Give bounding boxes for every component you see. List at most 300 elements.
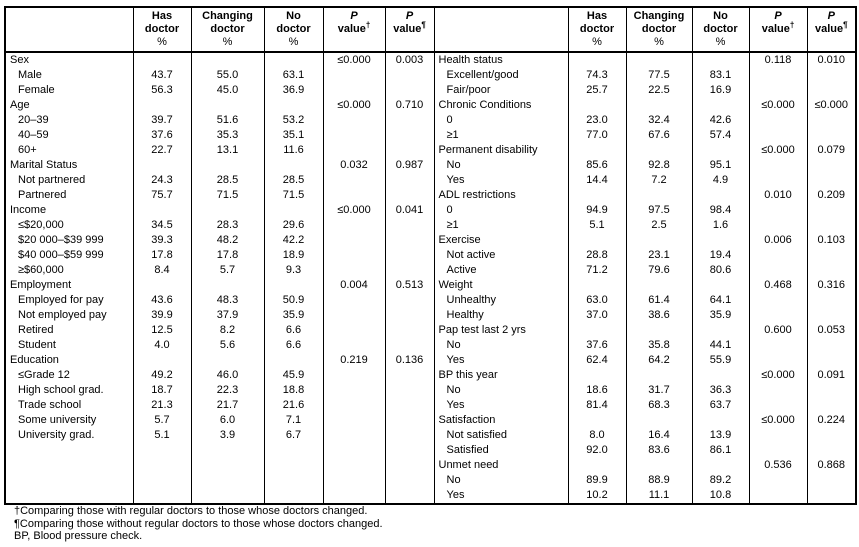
right-p-value-dagger-cell	[749, 128, 807, 143]
right-p-value-pilcrow-cell	[807, 353, 856, 368]
left-p-value-dagger-cell	[323, 338, 385, 353]
table-row	[5, 128, 856, 143]
left-has-doctor-cell: 4.0	[133, 338, 191, 353]
right-changing-doctor-cell: 7.2	[626, 173, 692, 188]
right-changing-doctor-cell: 77.5	[626, 68, 692, 83]
left-has-doctor-cell: 43.7	[133, 68, 191, 83]
right-p-value-dagger-cell	[749, 308, 807, 323]
left-changing-doctor-cell: 51.6	[191, 113, 264, 128]
left-row-label: ≥$60,000	[18, 264, 64, 276]
right-p-value-pilcrow-cell	[807, 158, 856, 173]
footnote-bp-abbreviation: BP, Blood pressure check.	[14, 530, 143, 542]
left-p-value-dagger-cell	[323, 68, 385, 83]
header-line: doctor	[276, 23, 311, 35]
left-p-value-dagger-cell: ≤0.000	[323, 52, 385, 68]
table-row	[5, 278, 856, 293]
left-changing-doctor-cell	[191, 158, 264, 173]
right-p-value-pilcrow-cell: ≤0.000	[807, 98, 856, 113]
right-row-label: Active	[434, 263, 568, 278]
right-p-value-dagger-cell: 0.010	[749, 188, 807, 203]
header-line: Has	[151, 10, 173, 22]
table-row	[5, 233, 856, 248]
left-has-doctor-cell: 49.2	[133, 368, 191, 383]
left-p-value-pilcrow-cell	[385, 443, 434, 458]
header-line: P	[774, 10, 782, 22]
left-row-label: ≤$20,000	[18, 219, 64, 231]
right-changing-doctor-cell	[626, 278, 692, 293]
right-row-label: No	[434, 383, 568, 398]
left-changing-doctor-cell	[191, 278, 264, 293]
left-has-doctor-cell: 22.7	[133, 143, 191, 158]
left-changing-doctor-cell: 35.3	[191, 128, 264, 143]
table-row	[5, 398, 856, 413]
left-row-label: Some university	[18, 414, 97, 426]
right-changing-doctor-cell	[626, 368, 692, 383]
right-no-doctor-cell: 44.1	[692, 338, 749, 353]
right-has-doctor-cell: 8.0	[568, 428, 626, 443]
table-row	[5, 488, 856, 504]
right-changing-doctor-cell: 32.4	[626, 113, 692, 128]
left-no-doctor-cell: 9.3	[264, 263, 323, 278]
right-row-label: Fair/poor	[434, 83, 568, 98]
right-p-value-pilcrow-cell	[807, 443, 856, 458]
right-p-value-dagger-cell	[749, 383, 807, 398]
left-row-label	[5, 488, 133, 504]
header-row	[5, 7, 856, 52]
left-has-doctor-cell: 21.3	[133, 398, 191, 413]
right-changing-doctor-cell	[626, 233, 692, 248]
header-line: P	[827, 10, 835, 22]
header-line: doctor	[579, 23, 615, 35]
left-changing-doctor-cell	[191, 98, 264, 113]
left-p-value-dagger-cell	[323, 368, 385, 383]
left-no-doctor-cell: 63.1	[264, 68, 323, 83]
right-no-doctor-cell: 80.6	[692, 263, 749, 278]
left-p-value-pilcrow-cell: 0.041	[385, 203, 434, 218]
left-changing-doctor-cell	[191, 52, 264, 68]
right-has-doctor-cell: 28.8	[568, 248, 626, 263]
percent-unit-label: %	[157, 36, 167, 48]
right-p-value-pilcrow-cell	[807, 68, 856, 83]
right-changing-doctor-cell	[626, 458, 692, 473]
left-changing-doctor-cell	[191, 488, 264, 504]
table-row	[5, 143, 856, 158]
header-line: Has	[586, 10, 608, 22]
table-row	[5, 353, 856, 368]
table-row	[5, 188, 856, 203]
left-row-label: Not employed pay	[18, 309, 107, 321]
right-changing-doctor-cell: 35.8	[626, 338, 692, 353]
left-col-header-has-doctor	[133, 7, 191, 52]
right-row-label: ADL restrictions	[434, 188, 568, 203]
right-p-value-pilcrow-cell	[807, 398, 856, 413]
right-col-header-p-value-dagger	[749, 7, 807, 52]
right-p-value-pilcrow-cell	[807, 293, 856, 308]
table-row	[5, 413, 856, 428]
right-p-value-dagger-cell: 0.536	[749, 458, 807, 473]
right-no-doctor-cell: 64.1	[692, 293, 749, 308]
left-has-doctor-cell: 5.7	[133, 413, 191, 428]
right-changing-doctor-cell: 38.6	[626, 308, 692, 323]
right-p-value-pilcrow-cell	[807, 338, 856, 353]
left-no-doctor-cell: 71.5	[264, 188, 323, 203]
right-has-doctor-cell	[568, 413, 626, 428]
right-no-doctor-cell: 57.4	[692, 128, 749, 143]
right-p-value-dagger-cell	[749, 113, 807, 128]
table-row	[5, 113, 856, 128]
left-p-value-dagger-cell	[323, 488, 385, 504]
left-p-value-pilcrow-cell	[385, 68, 434, 83]
left-col-header-changing-doctor	[191, 7, 264, 52]
right-p-value-dagger-cell: ≤0.000	[749, 98, 807, 113]
right-col-header-changing-doctor	[626, 7, 692, 52]
left-no-doctor-cell	[264, 203, 323, 218]
percent-unit-label: %	[715, 36, 726, 48]
left-row-label: 60+	[18, 144, 37, 156]
footnotes	[14, 505, 383, 543]
left-changing-doctor-cell: 6.0	[191, 413, 264, 428]
left-changing-doctor-cell: 22.3	[191, 383, 264, 398]
left-has-doctor-cell: 37.6	[133, 128, 191, 143]
left-p-value-pilcrow-cell	[385, 293, 434, 308]
left-row-label	[5, 458, 133, 473]
left-no-doctor-cell: 53.2	[264, 113, 323, 128]
right-no-doctor-cell	[692, 98, 749, 113]
left-p-value-pilcrow-cell: 0.513	[385, 278, 434, 293]
left-no-doctor-cell: 45.9	[264, 368, 323, 383]
left-changing-doctor-cell: 48.3	[191, 293, 264, 308]
right-col-header-p-value-pilcrow	[807, 7, 856, 52]
table-row	[5, 338, 856, 353]
table-row	[5, 308, 856, 323]
statistics-table	[4, 6, 857, 505]
right-p-value-pilcrow-cell	[807, 83, 856, 98]
right-p-value-dagger-cell	[749, 473, 807, 488]
right-p-value-pilcrow-cell	[807, 428, 856, 443]
right-p-value-dagger-cell	[749, 293, 807, 308]
right-row-label: Healthy	[434, 308, 568, 323]
left-p-value-dagger-cell: 0.219	[323, 353, 385, 368]
left-has-doctor-cell: 39.9	[133, 308, 191, 323]
right-p-value-pilcrow-cell: 0.010	[807, 52, 856, 68]
right-no-doctor-cell	[692, 233, 749, 248]
left-row-label: Partnered	[18, 189, 67, 201]
pilcrow-superscript: ¶	[843, 20, 848, 30]
left-row-label: Income	[10, 204, 47, 216]
left-no-doctor-cell: 35.9	[264, 308, 323, 323]
left-no-doctor-cell	[264, 458, 323, 473]
left-p-value-pilcrow-cell	[385, 248, 434, 263]
left-changing-doctor-cell: 55.0	[191, 68, 264, 83]
left-row-label: High school grad.	[18, 384, 104, 396]
right-p-value-dagger-cell	[749, 248, 807, 263]
left-p-value-dagger-cell	[323, 323, 385, 338]
right-has-doctor-cell: 14.4	[568, 173, 626, 188]
left-has-doctor-cell: 34.5	[133, 218, 191, 233]
right-has-doctor-cell	[568, 278, 626, 293]
right-no-doctor-cell: 89.2	[692, 473, 749, 488]
header-line: No	[713, 10, 728, 22]
left-p-value-dagger-cell	[323, 188, 385, 203]
percent-unit-label: %	[288, 36, 299, 48]
table-header	[5, 7, 856, 52]
right-has-doctor-cell: 37.6	[568, 338, 626, 353]
right-has-doctor-cell: 71.2	[568, 263, 626, 278]
right-p-value-dagger-cell: 0.468	[749, 278, 807, 293]
right-row-label: Health status	[434, 52, 568, 68]
right-p-value-pilcrow-cell	[807, 203, 856, 218]
left-p-value-pilcrow-cell	[385, 218, 434, 233]
left-col-header-no-doctor	[264, 7, 323, 52]
header-line: Changing	[633, 10, 685, 22]
right-no-doctor-cell: 1.6	[692, 218, 749, 233]
right-row-label: Satisfied	[434, 443, 568, 458]
right-changing-doctor-cell: 11.1	[626, 488, 692, 504]
right-no-doctor-cell	[692, 143, 749, 158]
header-line: doctor	[144, 23, 180, 35]
left-no-doctor-cell: 50.9	[264, 293, 323, 308]
right-p-value-pilcrow-cell	[807, 173, 856, 188]
right-row-label: No	[434, 473, 568, 488]
right-row-label: No	[434, 158, 568, 173]
left-has-doctor-cell	[133, 473, 191, 488]
left-has-doctor-cell: 43.6	[133, 293, 191, 308]
header-line: P	[350, 10, 358, 22]
left-p-value-pilcrow-cell: 0.136	[385, 353, 434, 368]
left-changing-doctor-cell: 21.7	[191, 398, 264, 413]
right-p-value-dagger-cell: 0.600	[749, 323, 807, 338]
table-row	[5, 443, 856, 458]
left-row-label: Education	[10, 354, 59, 366]
percent-unit-label: %	[654, 36, 664, 48]
right-no-doctor-cell: 86.1	[692, 443, 749, 458]
left-row-label	[5, 473, 133, 488]
left-p-value-pilcrow-cell	[385, 323, 434, 338]
right-changing-doctor-cell: 61.4	[626, 293, 692, 308]
left-no-doctor-cell: 42.2	[264, 233, 323, 248]
right-no-doctor-cell	[692, 323, 749, 338]
right-p-value-dagger-cell	[749, 158, 807, 173]
right-has-doctor-cell: 23.0	[568, 113, 626, 128]
right-col-header-has-doctor	[568, 7, 626, 52]
right-no-doctor-cell	[692, 368, 749, 383]
right-changing-doctor-cell	[626, 98, 692, 113]
left-row-label: Student	[18, 339, 56, 351]
header-line: value†	[761, 20, 795, 35]
dagger-superscript: †	[365, 20, 371, 30]
right-p-value-pilcrow-cell	[807, 113, 856, 128]
right-changing-doctor-cell	[626, 413, 692, 428]
right-no-doctor-cell: 36.3	[692, 383, 749, 398]
table-row	[5, 218, 856, 233]
footnote-pilcrow: ¶Comparing those without regular doctors to those whose doctors changed.	[14, 517, 383, 530]
right-p-value-pilcrow-cell	[807, 308, 856, 323]
right-p-value-pilcrow-cell: 0.868	[807, 458, 856, 473]
left-row-label: Marital Status	[10, 159, 78, 171]
right-row-label: Yes	[434, 353, 568, 368]
left-changing-doctor-cell: 3.9	[191, 428, 264, 443]
right-changing-doctor-cell	[626, 143, 692, 158]
right-changing-doctor-cell: 22.5	[626, 83, 692, 98]
left-has-doctor-cell	[133, 488, 191, 504]
left-p-value-pilcrow-cell	[385, 233, 434, 248]
table-row	[5, 383, 856, 398]
left-p-value-pilcrow-cell	[385, 188, 434, 203]
right-changing-doctor-cell	[626, 188, 692, 203]
left-p-value-dagger-cell	[323, 293, 385, 308]
right-changing-doctor-cell	[626, 52, 692, 68]
header-line: value¶	[814, 20, 848, 35]
left-p-value-pilcrow-cell	[385, 413, 434, 428]
left-row-label: Employed for pay	[18, 294, 104, 306]
left-p-value-pilcrow-cell	[385, 458, 434, 473]
right-row-label: Satisfaction	[434, 413, 568, 428]
left-p-value-dagger-cell	[323, 173, 385, 188]
header-line: doctor	[703, 23, 738, 35]
table-row	[5, 458, 856, 473]
left-changing-doctor-cell: 48.2	[191, 233, 264, 248]
right-p-value-dagger-cell	[749, 428, 807, 443]
right-has-doctor-cell: 25.7	[568, 83, 626, 98]
right-row-label: No	[434, 338, 568, 353]
left-row-label: Male	[18, 69, 42, 81]
left-p-value-dagger-cell	[323, 413, 385, 428]
left-changing-doctor-cell: 5.7	[191, 263, 264, 278]
left-changing-doctor-cell	[191, 443, 264, 458]
right-no-doctor-cell: 98.4	[692, 203, 749, 218]
right-p-value-dagger-cell	[749, 443, 807, 458]
right-no-doctor-cell	[692, 413, 749, 428]
left-has-doctor-cell	[133, 278, 191, 293]
right-no-doctor-cell: 10.8	[692, 488, 749, 504]
pilcrow-superscript: ¶	[421, 20, 426, 30]
left-changing-doctor-cell: 71.5	[191, 188, 264, 203]
header-line: doctor	[210, 23, 245, 35]
left-row-label: 40–59	[18, 129, 49, 141]
left-changing-doctor-cell: 45.0	[191, 83, 264, 98]
right-changing-doctor-cell: 23.1	[626, 248, 692, 263]
right-row-label: ≥1	[434, 128, 568, 143]
right-changing-doctor-cell: 2.5	[626, 218, 692, 233]
right-no-doctor-cell: 83.1	[692, 68, 749, 83]
left-row-label: $40 000–$59 999	[18, 249, 104, 261]
left-changing-doctor-cell: 46.0	[191, 368, 264, 383]
left-has-doctor-cell	[133, 203, 191, 218]
left-p-value-pilcrow-cell	[385, 338, 434, 353]
left-p-value-dagger-cell	[323, 308, 385, 323]
right-has-doctor-cell	[568, 323, 626, 338]
right-has-doctor-cell: 5.1	[568, 218, 626, 233]
header-line: doctor	[641, 23, 677, 35]
left-p-value-pilcrow-cell: 0.003	[385, 52, 434, 68]
left-no-doctor-cell: 7.1	[264, 413, 323, 428]
right-changing-doctor-cell: 64.2	[626, 353, 692, 368]
right-changing-doctor-cell	[626, 323, 692, 338]
table-row	[5, 473, 856, 488]
left-changing-doctor-cell: 13.1	[191, 143, 264, 158]
left-has-doctor-cell	[133, 443, 191, 458]
right-has-doctor-cell	[568, 52, 626, 68]
right-p-value-pilcrow-cell: 0.316	[807, 278, 856, 293]
right-has-doctor-cell: 89.9	[568, 473, 626, 488]
left-has-doctor-cell: 12.5	[133, 323, 191, 338]
right-no-doctor-cell: 42.6	[692, 113, 749, 128]
left-no-doctor-cell: 21.6	[264, 398, 323, 413]
left-row-label: Female	[18, 84, 55, 96]
dagger-superscript: †	[789, 20, 795, 30]
left-changing-doctor-cell	[191, 353, 264, 368]
left-no-doctor-cell	[264, 98, 323, 113]
header-line: P	[405, 10, 414, 22]
right-row-label: ≥1	[434, 218, 568, 233]
right-col-header-no-doctor	[692, 7, 749, 52]
left-no-doctor-cell	[264, 488, 323, 504]
header-line: No	[286, 10, 301, 22]
table-row	[5, 52, 856, 68]
right-no-doctor-cell: 95.1	[692, 158, 749, 173]
left-p-value-dagger-cell	[323, 113, 385, 128]
right-row-label: Pap test last 2 yrs	[434, 323, 568, 338]
left-p-value-pilcrow-cell	[385, 83, 434, 98]
percent-unit-label: %	[592, 36, 602, 48]
table-row	[5, 98, 856, 113]
right-empty-header-cell	[434, 7, 568, 52]
header-line: value†	[337, 20, 371, 35]
right-changing-doctor-cell: 83.6	[626, 443, 692, 458]
percent-unit-label: %	[222, 36, 233, 48]
left-no-doctor-cell: 36.9	[264, 83, 323, 98]
right-p-value-dagger-cell	[749, 263, 807, 278]
right-no-doctor-cell: 35.9	[692, 308, 749, 323]
left-p-value-dagger-cell: ≤0.000	[323, 203, 385, 218]
left-p-value-pilcrow-cell: 0.710	[385, 98, 434, 113]
right-row-label: Exercise	[434, 233, 568, 248]
table-row	[5, 203, 856, 218]
right-p-value-dagger-cell	[749, 338, 807, 353]
right-p-value-pilcrow-cell	[807, 263, 856, 278]
right-has-doctor-cell	[568, 98, 626, 113]
left-p-value-dagger-cell	[323, 128, 385, 143]
right-has-doctor-cell: 10.2	[568, 488, 626, 504]
left-has-doctor-cell: 39.3	[133, 233, 191, 248]
header-line: Changing	[202, 10, 253, 22]
left-no-doctor-cell: 35.1	[264, 128, 323, 143]
right-row-label: Unmet need	[434, 458, 568, 473]
right-p-value-dagger-cell	[749, 68, 807, 83]
left-row-label: Trade school	[18, 399, 82, 411]
right-changing-doctor-cell: 31.7	[626, 383, 692, 398]
left-p-value-dagger-cell	[323, 473, 385, 488]
right-row-label: Unhealthy	[434, 293, 568, 308]
right-has-doctor-cell	[568, 458, 626, 473]
table-row	[5, 263, 856, 278]
right-has-doctor-cell: 77.0	[568, 128, 626, 143]
right-has-doctor-cell: 94.9	[568, 203, 626, 218]
left-changing-doctor-cell	[191, 458, 264, 473]
left-row-label: ≤Grade 12	[18, 369, 70, 381]
table-row	[5, 293, 856, 308]
left-row-label: 20–39	[18, 114, 49, 126]
right-row-label: Not active	[434, 248, 568, 263]
right-has-doctor-cell: 63.0	[568, 293, 626, 308]
left-row-label	[5, 443, 133, 458]
right-changing-doctor-cell: 67.6	[626, 128, 692, 143]
right-p-value-pilcrow-cell: 0.053	[807, 323, 856, 338]
right-p-value-pilcrow-cell: 0.103	[807, 233, 856, 248]
right-has-doctor-cell: 92.0	[568, 443, 626, 458]
right-no-doctor-cell	[692, 52, 749, 68]
right-p-value-pilcrow-cell: 0.079	[807, 143, 856, 158]
